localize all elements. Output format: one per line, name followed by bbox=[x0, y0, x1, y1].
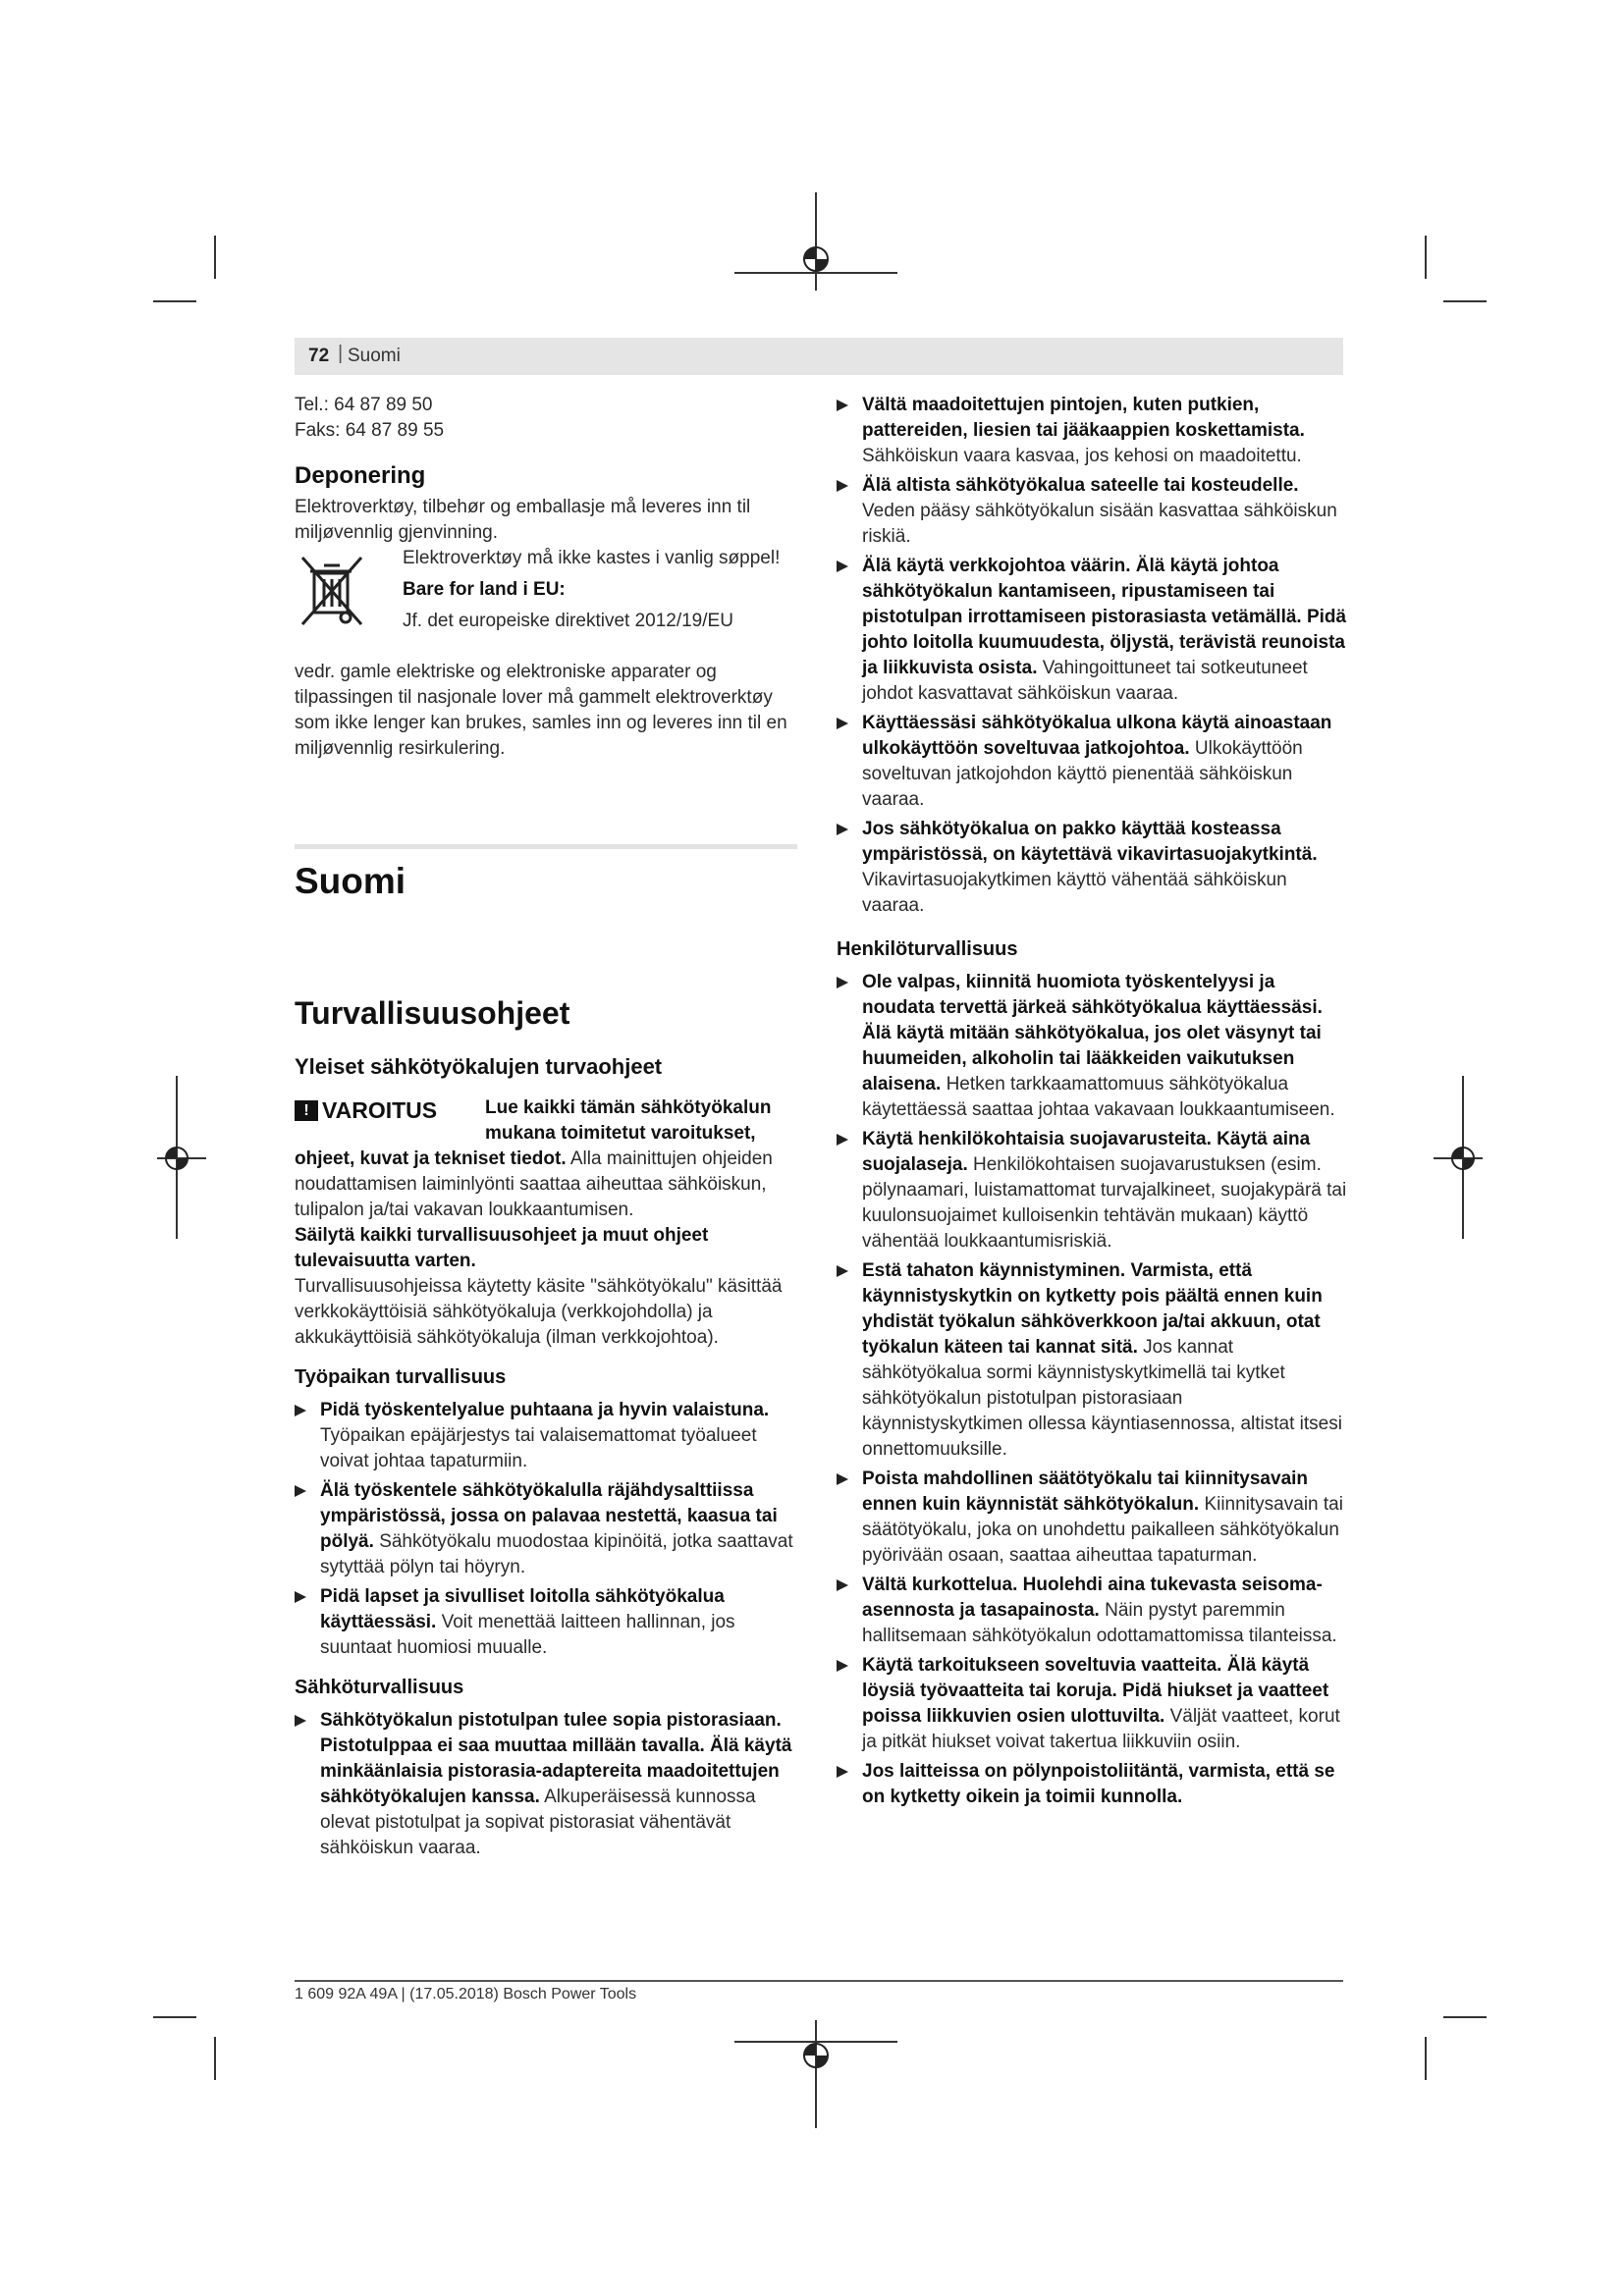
page-number: 72 bbox=[308, 346, 330, 366]
warning-keep: Säilytä kaikki turvallisuusohjeet ja muut ohjeet tulevaisuutta varten. bbox=[295, 1225, 709, 1271]
warning-normal: Alla mainittujen ohjeiden noudattamisen laiminlyönti saattaa aiheuttaa sähköiskun, tulipalon ja/tai vakavan loukkaantumisen. bbox=[295, 1148, 773, 1220]
deponering-eu-heading: Bare for land i EU: bbox=[403, 579, 566, 600]
item-normal: Vahingoittuneet tai sotkeutuneet johdot kasvattavat sähköiskun vaaraa. bbox=[862, 658, 1308, 704]
bullet-arrow-icon bbox=[295, 1485, 306, 1497]
item-normal: Sähköiskun vaara kasvaa, jos kehosi on maadoitettu. bbox=[862, 446, 1302, 466]
warning-term: Turvallisuusohjeissa käytetty käsite "sähkötyökalu" käsittää verkkokäyttöisiä sähkötyökaluja (verkkojohdolla) ja akkukäyttöisiä sähkötyökaluja (ilman verkkojohtoa). bbox=[295, 1276, 783, 1348]
bullet-arrow-icon bbox=[837, 718, 848, 729]
item-bold: Jos laitteissa on pölynpoistoliitäntä, varmista, että se on kytketty oikein ja toimii kunnolla. bbox=[862, 1761, 1335, 1807]
bullet-arrow-icon bbox=[837, 977, 848, 988]
crop-mark bbox=[153, 300, 196, 302]
bullet-arrow-icon bbox=[295, 1591, 306, 1603]
personal-heading: Henkilöturvallisuus bbox=[837, 938, 1018, 960]
crop-mark bbox=[153, 2016, 196, 2018]
item-bold: Pidä lapset ja sivulliset loitolla sähkötyökalua käyttäessäsi. bbox=[320, 1586, 725, 1632]
list-item bbox=[837, 1759, 1347, 1810]
deponering-eu-text-first: Jf. det europeiske direktivet 2012/19/EU bbox=[403, 611, 733, 631]
list-item bbox=[295, 1708, 797, 1861]
item-bold: Poista mahdollinen säätötyökalu tai kiinnitysavain ennen kuin käynnistät sähkötyökalun. bbox=[862, 1468, 1309, 1515]
subtitle: Yleiset sähkötyökalujen turvaohjeet bbox=[295, 1054, 663, 1079]
personal-list bbox=[837, 970, 1347, 1810]
list-item bbox=[837, 1467, 1347, 1569]
bullet-arrow-icon bbox=[837, 1660, 848, 1672]
item-normal: Jos kannat sähkötyökalua sormi käynnistyskytkimellä tai kytket sähkötyökalun pistotulpan pistorasiaan käynnistyskytkimen ollessa käyntiasennossa, altistat itsesi onnettomuuksille. bbox=[862, 1337, 1342, 1460]
bullet-arrow-icon bbox=[837, 480, 848, 492]
list-item bbox=[837, 817, 1347, 919]
item-bold: Käytä tarkoitukseen soveltuvia vaatteita. Älä käytä löysiä työvaatteita tai koruja. Pidä hiukset ja vaatteet poissa liikkuvien osien ulottuvilta. bbox=[862, 1655, 1329, 1727]
item-bold: Älä altista sähkötyökalua sateelle tai kosteudelle. bbox=[862, 475, 1299, 496]
list-item bbox=[837, 393, 1347, 469]
crop-mark bbox=[1443, 2016, 1487, 2018]
item-bold: Käytä henkilökohtaisia suojavarusteita. Käytä aina suojalaseja. bbox=[862, 1129, 1311, 1175]
item-bold: Pidä työskentelyalue puhtaana ja hyvin valaistuna. bbox=[320, 1400, 770, 1420]
bullet-arrow-icon bbox=[837, 1579, 848, 1591]
item-normal: Näin pystyt paremmin hallitsemaan sähkötyökalun odottamattomissa tilanteissa. bbox=[862, 1600, 1337, 1646]
page-header bbox=[295, 338, 1343, 375]
warning-triangle-icon: ! bbox=[295, 1100, 318, 1121]
crop-mark bbox=[1425, 2037, 1427, 2080]
weee-text bbox=[403, 546, 797, 634]
list-item bbox=[837, 1653, 1347, 1755]
chapter-title: Turvallisuusohjeet bbox=[295, 995, 570, 1031]
item-normal: Ulkokäyttöön soveltuvan jatkojohdon käyttö pienentää sähköiskun vaaraa. bbox=[862, 738, 1303, 810]
left-column-suomi bbox=[295, 860, 797, 1861]
bullet-arrow-icon bbox=[837, 1134, 848, 1146]
deponering-eu-text-rest: vedr. gamle elektriske og elektroniske apparater og tilpassingen til nasjonale lover må gammelt elektroverktøy som ikke lenger kan brukes, samles inn og leveres inn til en miljøvennlig resirkulering. bbox=[295, 662, 787, 759]
item-normal: Alkuperäisessä kunnossa olevat pistotulpat ja sopivat pistorasiat vähentävät sähköiskun vaaraa. bbox=[320, 1787, 756, 1858]
right-column bbox=[837, 393, 1347, 1810]
contact-fax: Faks: 64 87 89 55 bbox=[295, 420, 445, 441]
header-separator: | bbox=[338, 343, 344, 364]
workplace-list bbox=[295, 1398, 797, 1661]
footer-rule bbox=[295, 1980, 1343, 1982]
page-footer: 1 609 92A 49A | (17.05.2018) Bosch Power Tools bbox=[295, 1986, 637, 2002]
item-normal: Työpaikan epäjärjestys tai valaisemattomat työalueet voivat johtaa tapaturmiin. bbox=[320, 1425, 757, 1471]
contact-tel: Tel.: 64 87 89 50 bbox=[295, 395, 433, 415]
item-bold: Vältä maadoitettujen pintojen, kuten putkien, pattereiden, liesien tai jääkaappien koskettamista. bbox=[862, 395, 1305, 441]
item-bold: Ole valpas, kiinnitä huomiota työskentelyysi ja noudata tervettä järkeä sähkötyökalua käyttäessäsi. Älä käytä mitään sähkötyökalua, jos olet väsynyt tai huumeiden, alkoholin tai lääkkeiden vaikutuksen alaisena. bbox=[862, 972, 1323, 1095]
item-bold: Vältä kurkottelua. Huolehdi aina tukevasta seisoma-asennosta ja tasapainosta. bbox=[862, 1575, 1323, 1621]
left-column bbox=[295, 393, 797, 762]
warning-block bbox=[295, 1095, 797, 1147]
deponering-intro: Elektroverktøy, tilbehør og emballasje må leveres inn til miljøvennlig gjenvinning. bbox=[295, 497, 751, 543]
warning-text bbox=[295, 1147, 797, 1223]
bullet-arrow-icon bbox=[837, 824, 848, 835]
crop-mark bbox=[214, 2037, 216, 2080]
list-item bbox=[837, 970, 1347, 1123]
deponering-weee-block bbox=[295, 546, 797, 662]
registration-mark-top bbox=[734, 192, 901, 340]
crop-mark bbox=[1425, 236, 1427, 279]
section-divider bbox=[295, 844, 797, 849]
item-normal: Voit menettää laitteen hallinnan, jos suuntaat huomiosi muualle. bbox=[320, 1612, 735, 1658]
item-normal: Veden pääsy sähkötyökalun sisään kasvattaa sähköiskun riskiä. bbox=[862, 501, 1337, 547]
list-item bbox=[295, 1398, 797, 1474]
item-bold: Älä työskentele sähkötyökalulla räjähdysalttiissa ympäristössä, jossa on palavaa nestettä, kaasua tai pölyä. bbox=[320, 1480, 778, 1552]
registration-mark-left bbox=[147, 1076, 206, 1243]
header-language: Suomi bbox=[348, 346, 401, 366]
crossed-out-wheelie-bin-icon bbox=[295, 546, 403, 662]
list-item bbox=[837, 1573, 1347, 1649]
electrical-list-left bbox=[295, 1708, 797, 1861]
list-item bbox=[837, 711, 1347, 813]
registration-mark-right bbox=[1434, 1076, 1492, 1243]
list-item bbox=[837, 1127, 1347, 1255]
electrical-list-right bbox=[837, 393, 1347, 919]
bullet-arrow-icon bbox=[837, 1766, 848, 1778]
deponering-no-trash: Elektroverktøy må ikke kastes i vanlig søppel! bbox=[403, 548, 781, 568]
warning-bold-cont: ohjeet, kuvat ja tekniset tiedot. bbox=[295, 1148, 567, 1169]
item-normal: Vikavirtasuojakytkimen käyttö vähentää sähköiskun vaaraa. bbox=[862, 870, 1287, 916]
item-bold: Käyttäessäsi sähkötyökalua ulkona käytä ainoastaan ulkokäyttöön soveltuvaa jatkojohtoa. bbox=[862, 713, 1332, 759]
crop-mark bbox=[1443, 300, 1487, 302]
bullet-arrow-icon bbox=[295, 1715, 306, 1727]
list-item bbox=[837, 473, 1347, 550]
list-item bbox=[295, 1584, 797, 1661]
workplace-heading: Työpaikan turvallisuus bbox=[295, 1366, 507, 1388]
item-bold: Estä tahaton käynnistyminen. Varmista, että käynnistyskytkin on kytketty pois päältä ennen kuin yhdistät työkalun sähköverkkoon ja/tai akkuun, otat työkalun käteen tai kannat sitä. bbox=[862, 1260, 1323, 1358]
crop-mark bbox=[214, 236, 216, 279]
item-bold: Jos sähkötyökalua on pakko käyttää kosteassa ympäristössä, on käytettävä vikavirtasuojakytkintä. bbox=[862, 819, 1318, 865]
electrical-heading: Sähköturvallisuus bbox=[295, 1677, 464, 1698]
list-item bbox=[295, 1478, 797, 1580]
deponering-heading: Deponering bbox=[295, 462, 426, 489]
bullet-arrow-icon bbox=[837, 1265, 848, 1277]
bullet-arrow-icon bbox=[837, 1473, 848, 1485]
registration-mark-bottom bbox=[734, 2020, 901, 2128]
warning-label bbox=[295, 1095, 485, 1123]
list-item bbox=[837, 1258, 1347, 1463]
bullet-arrow-icon bbox=[837, 400, 848, 411]
item-normal: Kiinnitysavain tai säätötyökalu, joka on unohdettu paikalleen sähkötyökalun pyörivään osaan, saattaa aiheuttaa tapaturman. bbox=[862, 1494, 1343, 1566]
warning-bold-right: Lue kaikki tämän sähkötyökalun mukana toimitetut varoitukset, bbox=[485, 1097, 772, 1144]
item-bold: Sähkötyökalun pistotulpan tulee sopia pistorasiaan. Pistotulppaa ei saa muuttaa millään tavalla. Älä käytä minkäänlaisia pistorasia-adaptereita maadoitettujen sähkötyökalujen kanssa. bbox=[320, 1710, 792, 1807]
item-normal: Henkilökohtaisen suojavarustuksen (esim. pölynaamari, luistamattomat turvajalkineet, suojakypärä tai kuulonsuojaimet kulloisenkin tehtävän mukaan) käyttö vähentää loukkaantumisriskiä. bbox=[862, 1154, 1347, 1252]
item-normal: Hetken tarkkaamattomuus sähkötyökalua käytettäessä saattaa johtaa vakavaan loukkaantumiseen. bbox=[862, 1074, 1335, 1120]
item-normal: Väljät vaatteet, korut ja pitkät hiukset voivat takertua liikkuviin osiin. bbox=[862, 1706, 1340, 1752]
item-normal: Sähkötyökalu muodostaa kipinöitä, jotka saattavat sytyttää pölyn tai höyryn. bbox=[320, 1531, 793, 1577]
item-bold: Älä käytä verkkojohtoa väärin. Älä käytä johtoa sähkötyökalun kantamiseen, ripustamiseen tai pistotulpan irrottamiseen pistorasiasta vetämällä. Pidä johto loitolla kuumuudesta, öljystä, terävistä reunoista ja liikkuvista osista. bbox=[862, 556, 1347, 678]
section-title: Suomi bbox=[295, 861, 406, 901]
list-item bbox=[837, 554, 1347, 707]
warning-label-text: VAROITUS bbox=[322, 1097, 438, 1123]
bullet-arrow-icon bbox=[295, 1405, 306, 1416]
bullet-arrow-icon bbox=[837, 561, 848, 572]
